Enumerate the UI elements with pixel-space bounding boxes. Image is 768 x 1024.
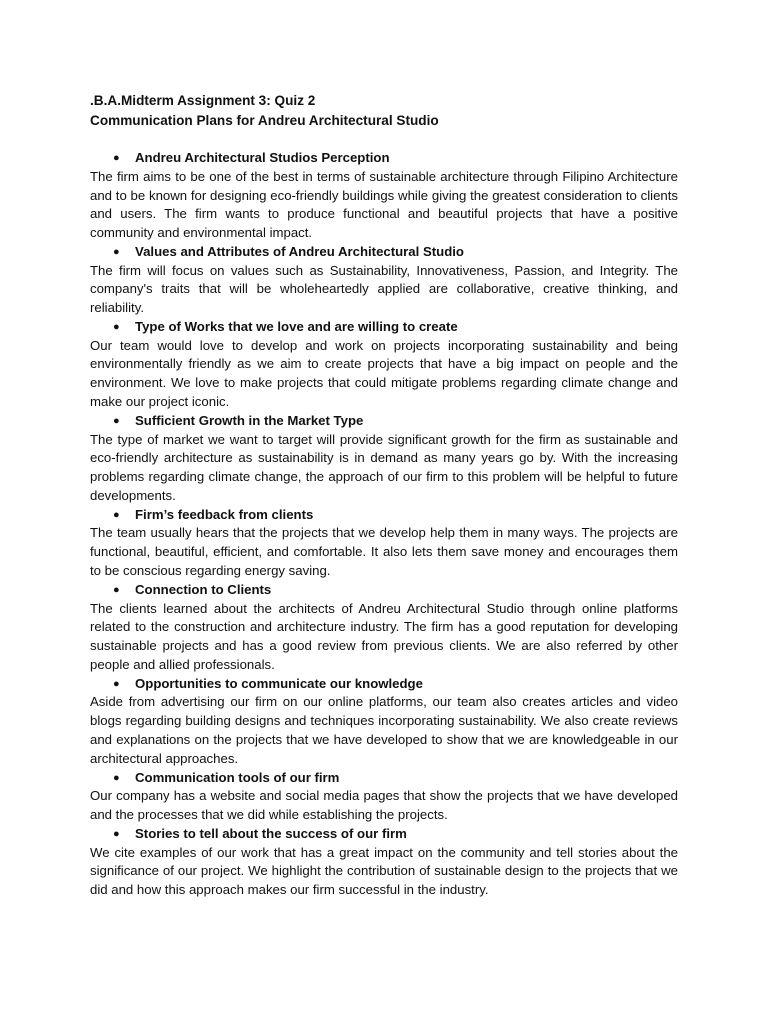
section-body: Our company has a website and social media pages that show the projects that we have developed and the processes that we did while establishing the projects. (90, 788, 678, 823)
section-heading-text: Type of Works that we love and are willing to create (135, 318, 458, 334)
section-body: We cite examples of our work that has a great impact on the community and tell stories about the significance of our project. We highlight the contribution of sustainable design to the projects that we did and how this approach makes our firm successful in the industry. (90, 844, 678, 898)
section-heading (90, 581, 678, 600)
bullet-icon: ● (113, 827, 120, 840)
section-heading-text: Sufficient Growth in the Market Type (135, 412, 364, 428)
section-heading-text: Stories to tell about the success of our firm (135, 825, 407, 841)
section-heading-text: Values and Attributes of Andreu Architectural Studio (135, 243, 464, 259)
section-success-stories (90, 825, 678, 900)
bullet-icon: ● (113, 245, 120, 258)
section-communication-tools (90, 769, 678, 825)
section-body: The team usually hears that the projects that we develop help them in many ways. The projects are functional, beautiful, efficient, and comfortable. It also lets them save money and encourages them to be conscious regarding energy saving. (90, 525, 678, 579)
bullet-icon: ● (113, 508, 120, 521)
section-client-feedback (90, 506, 678, 581)
section-body: The firm aims to be one of the best in terms of sustainable architecture through Filipino Architecture and to be known for designing eco-friendly buildings while giving the greatest consideration to clients and users. The firm wants to produce functional and beautiful projects that have a positive community and environmental impact. (90, 168, 678, 241)
section-market-growth (90, 412, 678, 506)
section-body: The clients learned about the architects of Andreu Architectural Studio through online platforms related to the construction and architecture industry. The firm has a good reputation for developing sustainable projects and has a good review from previous clients. We are also referred by other people and allied professionals. (90, 600, 678, 672)
section-body: Our team would love to develop and work on projects incorporating sustainability and being environmentally friendly as we aim to create projects that have a big impact on people and the environment. We love to make projects that could mitigate problems regarding climate change and make our project iconic. (90, 337, 678, 410)
section-heading-text: Opportunities to communicate our knowledge (135, 675, 423, 691)
section-body: The firm will focus on values such as Sustainability, Innovativeness, Passion, and Integrity. The company's traits that will be wholeheartedly applied are collaborative, creative thinking, and reliability. (90, 262, 678, 316)
section-heading (90, 149, 678, 168)
section-heading (90, 769, 678, 788)
bullet-icon: ● (113, 414, 120, 427)
document-title: .B.A.Midterm Assignment 3: Quiz 2 (90, 93, 316, 108)
section-heading (90, 506, 678, 525)
bullet-icon: ● (113, 677, 120, 690)
section-heading (90, 412, 678, 431)
section-heading-text: Connection to Clients (135, 581, 272, 597)
section-heading (90, 243, 678, 262)
blank-line (90, 130, 678, 149)
document-subtitle: Communication Plans for Andreu Architectural Studio (90, 112, 439, 128)
section-heading-text: Communication tools of our firm (135, 769, 340, 785)
section-body: Aside from advertising our firm on our online platforms, our team also creates articles and video blogs regarding building designs and techniques incorporating sustainability. We also create reviews and explanations on the projects that we have developed to show that we are knowledgeable in our architectural approaches. (90, 694, 678, 766)
section-opportunities (90, 675, 678, 769)
section-client-connection (90, 581, 678, 675)
bullet-icon: ● (113, 583, 120, 596)
section-body: The type of market we want to target will provide significant growth for the firm as sustainable and eco-friendly architecture as sustainability is in demand as many years go by. With the increasing problems regarding climate change, the approach of our firm to this problem will be helpful to future developments. (90, 431, 678, 503)
bullet-icon: ● (113, 152, 120, 164)
bullet-icon: ● (113, 771, 120, 784)
section-type-of-works (90, 318, 678, 412)
bullet-icon: ● (113, 320, 120, 333)
section-heading (90, 675, 678, 694)
section-perception (90, 149, 678, 243)
section-heading (90, 825, 678, 844)
document-page (90, 91, 678, 900)
section-heading-text: Andreu Architectural Studios Perception (135, 150, 390, 165)
section-heading (90, 318, 678, 337)
section-heading-text: Firm’s feedback from clients (135, 506, 314, 522)
section-values (90, 243, 678, 318)
